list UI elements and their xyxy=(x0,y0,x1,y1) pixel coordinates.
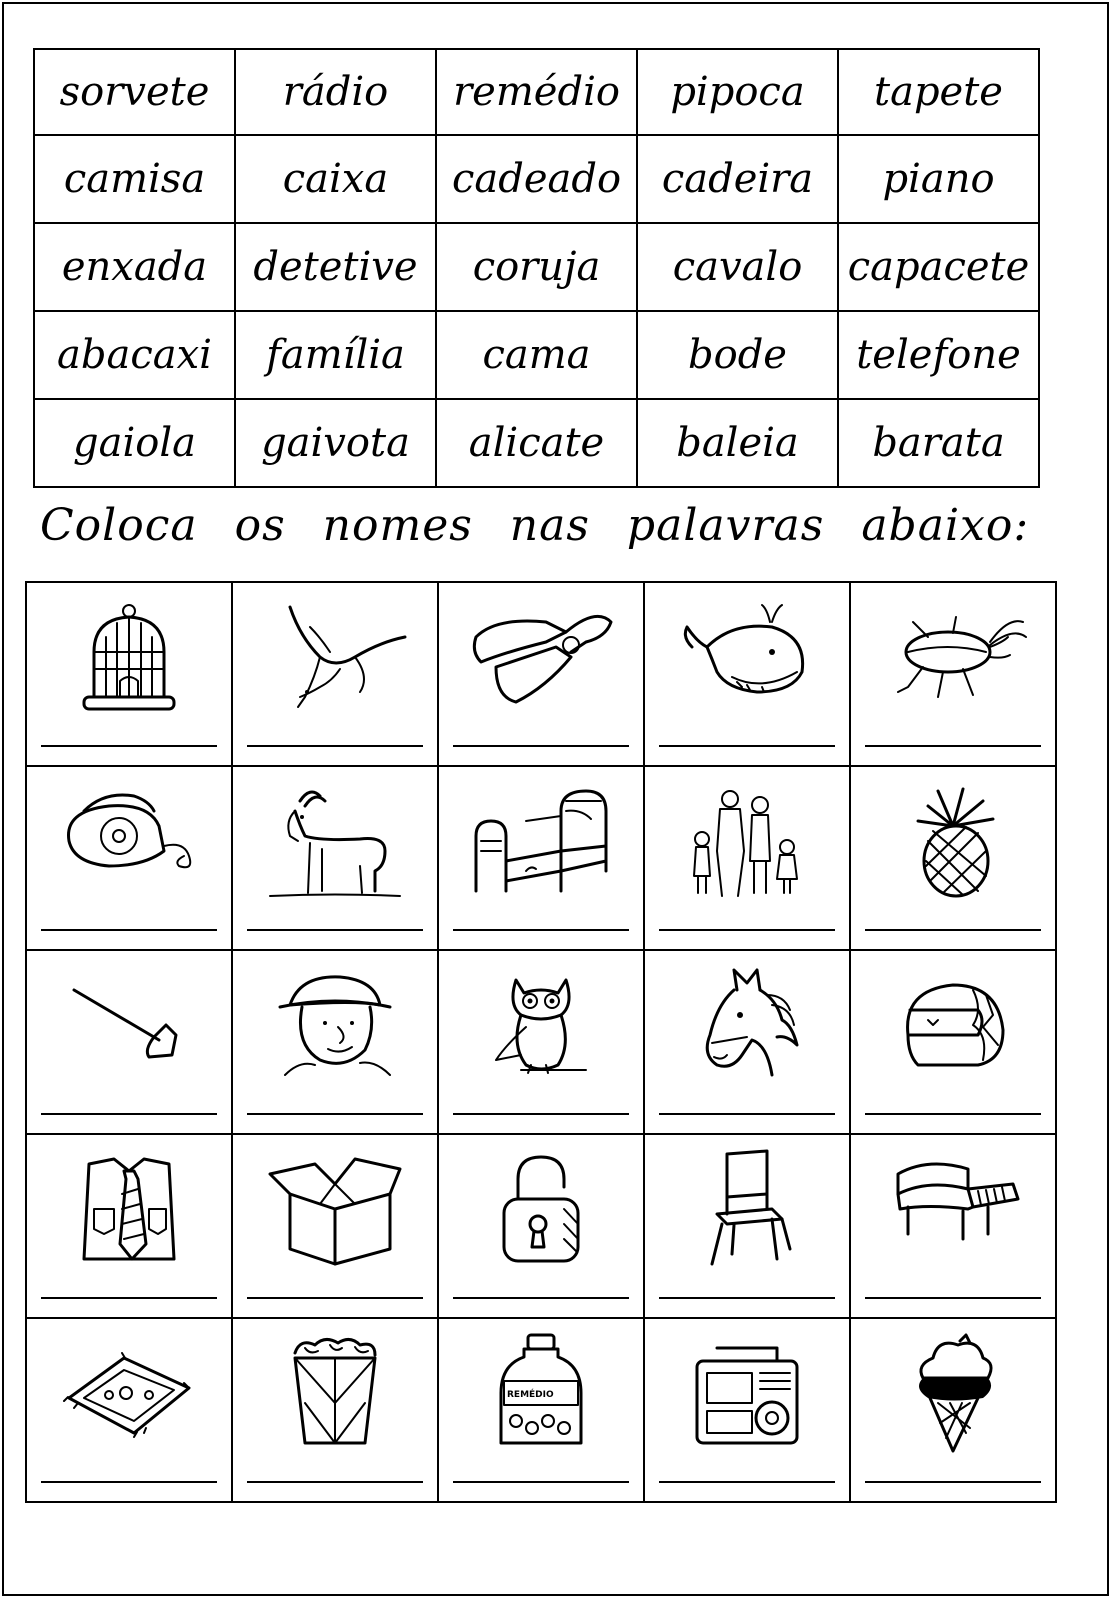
picture-cell xyxy=(438,582,644,766)
word-cell: cadeado xyxy=(436,135,637,223)
word-cell: família xyxy=(235,311,436,399)
picture-cell xyxy=(850,950,1056,1134)
word-cell: remédio xyxy=(436,49,637,135)
picture-row xyxy=(26,1134,1056,1318)
word-cell: gaiola xyxy=(34,399,235,487)
horse-icon xyxy=(672,965,822,1087)
word-bank-row xyxy=(34,223,1039,311)
radio-icon xyxy=(672,1333,822,1455)
picture-cell xyxy=(26,1134,232,1318)
picture-cell xyxy=(644,582,850,766)
word-bank-row xyxy=(34,135,1039,223)
answer-line[interactable] xyxy=(41,1297,217,1299)
answer-line[interactable] xyxy=(659,1297,835,1299)
helmet-icon xyxy=(878,965,1028,1087)
answer-line[interactable] xyxy=(247,1113,423,1115)
word-cell: capacete xyxy=(838,223,1039,311)
word-cell: coruja xyxy=(436,223,637,311)
picture-cell xyxy=(850,766,1056,950)
word-bank-table xyxy=(33,48,1040,488)
bed-icon xyxy=(466,781,616,903)
answer-line[interactable] xyxy=(865,929,1041,931)
picture-row xyxy=(26,1318,1056,1502)
picture-cell xyxy=(850,1318,1056,1502)
answer-line[interactable] xyxy=(41,929,217,931)
seagull-icon xyxy=(260,597,410,719)
medicine-label: REMÉDIO xyxy=(507,1390,554,1400)
answer-line[interactable] xyxy=(865,1297,1041,1299)
answer-line[interactable] xyxy=(41,1481,217,1483)
ice-cream-icon xyxy=(878,1333,1028,1455)
word-cell: enxada xyxy=(34,223,235,311)
hoe-icon xyxy=(54,965,204,1087)
picture-cell xyxy=(26,766,232,950)
whale-icon xyxy=(672,597,822,719)
picture-cell xyxy=(850,582,1056,766)
word-cell: barata xyxy=(838,399,1039,487)
word-cell: rádio xyxy=(235,49,436,135)
picture-cell xyxy=(438,1134,644,1318)
word-cell: cama xyxy=(436,311,637,399)
picture-cell xyxy=(850,1134,1056,1318)
word-cell: baleia xyxy=(637,399,838,487)
answer-line[interactable] xyxy=(659,1481,835,1483)
answer-line[interactable] xyxy=(453,1481,629,1483)
answer-line[interactable] xyxy=(453,745,629,747)
picture-cell xyxy=(232,766,438,950)
picture-cell xyxy=(232,1318,438,1502)
answer-line[interactable] xyxy=(659,929,835,931)
word-cell: camisa xyxy=(34,135,235,223)
picture-cell xyxy=(438,766,644,950)
answer-line[interactable] xyxy=(41,1113,217,1115)
answer-line[interactable] xyxy=(453,929,629,931)
word-cell: cadeira xyxy=(637,135,838,223)
picture-cell xyxy=(232,1134,438,1318)
word-cell: cavalo xyxy=(637,223,838,311)
family-icon xyxy=(672,781,822,903)
birdcage-icon xyxy=(54,597,204,719)
word-cell: pipoca xyxy=(637,49,838,135)
answer-line[interactable] xyxy=(247,1297,423,1299)
word-cell: piano xyxy=(838,135,1039,223)
word-cell: detetive xyxy=(235,223,436,311)
owl-icon xyxy=(466,965,616,1087)
word-cell: abacaxi xyxy=(34,311,235,399)
answer-line[interactable] xyxy=(659,745,835,747)
box-icon xyxy=(260,1149,410,1271)
answer-line[interactable] xyxy=(247,745,423,747)
answer-line[interactable] xyxy=(247,1481,423,1483)
piano-icon xyxy=(878,1149,1028,1271)
answer-line[interactable] xyxy=(865,1481,1041,1483)
rug-icon xyxy=(54,1333,204,1455)
picture-row xyxy=(26,950,1056,1134)
picture-cell xyxy=(26,950,232,1134)
picture-cell xyxy=(232,582,438,766)
popcorn-icon xyxy=(260,1333,410,1455)
word-cell: sorvete xyxy=(34,49,235,135)
word-cell: tapete xyxy=(838,49,1039,135)
instruction-text: Coloca os nomes nas palavras abaixo: xyxy=(40,500,1030,551)
picture-cell xyxy=(644,1318,850,1502)
padlock-icon xyxy=(466,1149,616,1271)
answer-line[interactable] xyxy=(865,1113,1041,1115)
shirt-icon xyxy=(54,1149,204,1271)
goat-icon xyxy=(260,781,410,903)
word-cell: caixa xyxy=(235,135,436,223)
word-cell: telefone xyxy=(838,311,1039,399)
picture-cell xyxy=(644,1134,850,1318)
word-cell: gaivota xyxy=(235,399,436,487)
cockroach-icon xyxy=(878,597,1028,719)
picture-cell xyxy=(438,1318,644,1502)
picture-cell xyxy=(644,766,850,950)
chair-icon xyxy=(672,1149,822,1271)
word-cell: bode xyxy=(637,311,838,399)
picture-cell xyxy=(26,1318,232,1502)
detective-icon xyxy=(260,965,410,1087)
picture-cell xyxy=(644,950,850,1134)
picture-cell xyxy=(232,950,438,1134)
answer-line[interactable] xyxy=(659,1113,835,1115)
pliers-icon xyxy=(466,597,616,719)
picture-row xyxy=(26,766,1056,950)
answer-line[interactable] xyxy=(453,1297,629,1299)
word-bank-row xyxy=(34,49,1039,135)
picture-row xyxy=(26,582,1056,766)
answer-line[interactable] xyxy=(247,929,423,931)
answer-line[interactable] xyxy=(453,1113,629,1115)
picture-grid xyxy=(25,581,1057,1503)
word-bank-row xyxy=(34,311,1039,399)
answer-line[interactable] xyxy=(865,745,1041,747)
pineapple-icon xyxy=(878,781,1028,903)
picture-cell xyxy=(438,950,644,1134)
medicine-bottle-icon xyxy=(466,1333,616,1455)
picture-cell xyxy=(26,582,232,766)
telephone-icon xyxy=(54,781,204,903)
word-bank-row xyxy=(34,399,1039,487)
answer-line[interactable] xyxy=(41,745,217,747)
word-cell: alicate xyxy=(436,399,637,487)
